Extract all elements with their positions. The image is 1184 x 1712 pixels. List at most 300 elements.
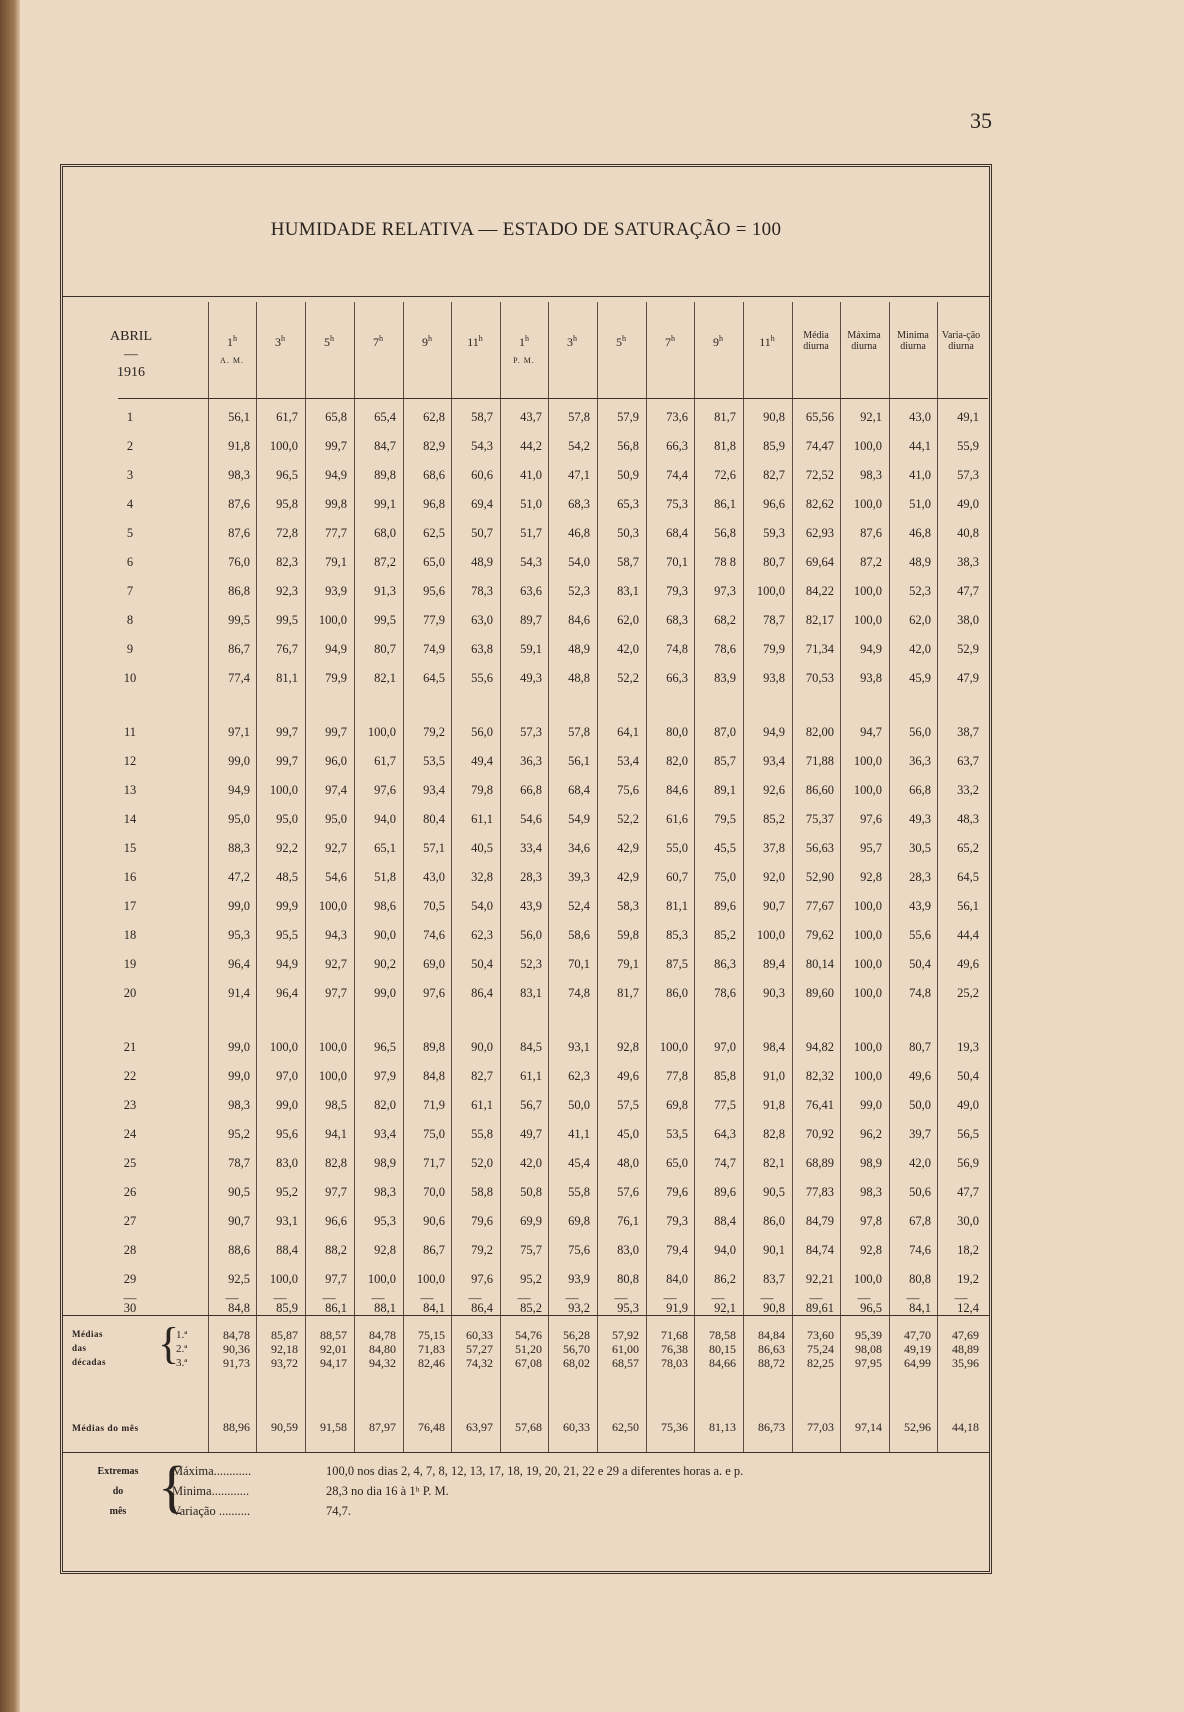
table-cell: 47,7 xyxy=(957,584,979,598)
table-cell: 97,4 xyxy=(325,783,347,797)
table-cell: 94,7 xyxy=(860,725,882,739)
table-cell: 30,5 xyxy=(909,841,931,855)
table-cell: 100,0 xyxy=(853,783,882,797)
table-cell: 98,6 xyxy=(374,899,396,913)
table-cell: 100,0 xyxy=(367,725,396,739)
extreme-name: Máxima............ xyxy=(172,1464,252,1478)
table-cell: 89,8 xyxy=(423,1040,445,1054)
table-cell: 98,3 xyxy=(860,1185,882,1199)
table-cell: 55,8 xyxy=(471,1127,493,1141)
day-label: 3 xyxy=(126,468,134,482)
table-cell: 50,9 xyxy=(617,468,639,482)
table-cell: 93,8 xyxy=(860,671,882,685)
decade-mean-cell: 75,24 xyxy=(807,1342,834,1356)
day-label: 25 xyxy=(123,1156,137,1170)
table-cell: 49,3 xyxy=(520,671,542,685)
column-header: 5$^h$ xyxy=(324,334,334,349)
extreme-name: Minima............ xyxy=(172,1484,250,1498)
table-cell: 84,0 xyxy=(666,1272,688,1286)
page-number: 35 xyxy=(970,108,992,133)
table-cell: 87,2 xyxy=(860,555,882,569)
decade-mean-cell: 64,99 xyxy=(904,1356,931,1370)
table-cell: 33,2 xyxy=(957,783,979,797)
table-cell: 86,4 xyxy=(471,986,493,1000)
day-label: 29 xyxy=(123,1272,137,1286)
month-mean-cell: 81,13 xyxy=(709,1420,736,1434)
table-cell: 25,2 xyxy=(957,986,979,1000)
table-cell: 74,8 xyxy=(666,642,688,656)
table-cell: 100,0 xyxy=(853,584,882,598)
table-cell: 93,2 xyxy=(568,1301,590,1315)
table-cell: 99,5 xyxy=(228,613,250,627)
table-cell: 92,1 xyxy=(860,410,882,424)
table-cell: 56,8 xyxy=(617,439,639,453)
dash-mark: — xyxy=(273,1290,287,1305)
dash-mark: — xyxy=(711,1290,725,1305)
table-cell: 45,0 xyxy=(617,1127,639,1141)
table-cell: 94,9 xyxy=(860,642,882,656)
means-rule xyxy=(62,1315,990,1316)
table-cell: 90,5 xyxy=(228,1185,250,1199)
table-cell: 56,1 xyxy=(228,410,250,424)
month-mean-cell: 60,33 xyxy=(563,1420,590,1434)
table-cell: 90,3 xyxy=(763,986,785,1000)
dash-mark: — xyxy=(420,1290,434,1305)
extreme-value: 28,3 no dia 16 à 1ʰ P. M. xyxy=(326,1484,449,1498)
table-cell: 58,8 xyxy=(471,1185,493,1199)
table-cell: 40,8 xyxy=(957,526,979,540)
table-cell: 64,5 xyxy=(957,870,979,884)
table-cell: 91,4 xyxy=(228,986,250,1000)
table-cell: 96,4 xyxy=(228,957,250,971)
table-cell: 84,74 xyxy=(805,1243,834,1257)
table-cell: 43,9 xyxy=(520,899,542,913)
table-cell: 80,14 xyxy=(805,957,834,971)
table-cell: 88,1 xyxy=(374,1301,396,1315)
table-cell: 80,8 xyxy=(617,1272,639,1286)
table-cell: 56,8 xyxy=(714,526,736,540)
dash-mark: — xyxy=(123,1290,137,1305)
table-cell: 81,1 xyxy=(666,899,688,913)
table-cell: 69,8 xyxy=(666,1098,688,1112)
table-cell: 68,89 xyxy=(805,1156,834,1170)
decade-mean-cell: 84,78 xyxy=(223,1328,250,1342)
table-cell: 86,60 xyxy=(805,783,834,797)
table-cell: 82,8 xyxy=(763,1127,785,1141)
table-cell: 93,1 xyxy=(276,1214,298,1228)
table-cell: 100,0 xyxy=(853,928,882,942)
table-cell: 95,5 xyxy=(276,928,298,942)
table-cell: 97,6 xyxy=(471,1272,493,1286)
table-cell: 47,7 xyxy=(957,1185,979,1199)
table-cell: 79,2 xyxy=(471,1243,493,1257)
month-mean-cell: 76,48 xyxy=(418,1420,445,1434)
table-cell: 100,0 xyxy=(367,1272,396,1286)
table-cell: 88,6 xyxy=(228,1243,250,1257)
table-cell: 61,7 xyxy=(276,410,298,424)
table-cell: 86,7 xyxy=(423,1243,445,1257)
table-cell: 84,79 xyxy=(805,1214,834,1228)
decade-mean-cell: 57,92 xyxy=(612,1328,639,1342)
decade-mean-cell: 84,84 xyxy=(758,1328,785,1342)
table-cell: 19,2 xyxy=(957,1272,979,1286)
table-cell: 65,0 xyxy=(666,1156,688,1170)
table-cell: 100,0 xyxy=(853,613,882,627)
table-cell: 92,8 xyxy=(617,1040,639,1054)
table-cell: 91,3 xyxy=(374,584,396,598)
table-cell: 80,7 xyxy=(763,555,785,569)
table-cell: 65,3 xyxy=(617,497,639,511)
table-cell: 81,7 xyxy=(714,410,736,424)
decade-mean-cell: 35,96 xyxy=(952,1356,979,1370)
table-cell: 76,7 xyxy=(276,642,298,656)
table-cell: 64,1 xyxy=(617,725,639,739)
table-cell: 49,6 xyxy=(909,1069,931,1083)
table-cell: 86,0 xyxy=(666,986,688,1000)
table-cell: 48,9 xyxy=(909,555,931,569)
table-cell: 85,2 xyxy=(520,1301,542,1315)
table-cell: 42,0 xyxy=(909,1156,931,1170)
table-cell: 100,0 xyxy=(269,1040,298,1054)
table-cell: 93,4 xyxy=(763,754,785,768)
table-cell: 83,9 xyxy=(714,671,736,685)
table-cell: 94,9 xyxy=(276,957,298,971)
table-cell: 28,3 xyxy=(909,870,931,884)
day-label: 27 xyxy=(123,1214,137,1228)
table-cell: 90,1 xyxy=(763,1243,785,1257)
table-cell: 74,8 xyxy=(909,986,931,1000)
table-cell: 49,6 xyxy=(617,1069,639,1083)
decade-mean-cell: 74,32 xyxy=(466,1356,493,1370)
table-cell: 98,3 xyxy=(374,1185,396,1199)
table-cell: 80,4 xyxy=(423,812,445,826)
decade-mean-cell: 56,28 xyxy=(563,1328,590,1342)
table-cell: 42,0 xyxy=(909,642,931,656)
day-label: 9 xyxy=(126,642,134,656)
day-label: 16 xyxy=(123,870,137,884)
decade-brace: { xyxy=(158,1319,180,1368)
table-cell: 95,0 xyxy=(276,812,298,826)
table-cell: 99,5 xyxy=(374,613,396,627)
table-cell: 56,0 xyxy=(471,725,493,739)
table-cell: 99,0 xyxy=(860,1098,882,1112)
table-cell: 79,2 xyxy=(423,725,445,739)
table-cell: 75,3 xyxy=(666,497,688,511)
table-cell: 97,6 xyxy=(860,812,882,826)
table-cell: 90,8 xyxy=(763,1301,785,1315)
table-cell: 82,1 xyxy=(763,1156,785,1170)
table-cell: 91,8 xyxy=(763,1098,785,1112)
column-header: 11$^h$ xyxy=(759,334,775,349)
table-cell: 80,0 xyxy=(666,725,688,739)
table-cell: 61,7 xyxy=(374,754,396,768)
month-mean-cell: 91,58 xyxy=(320,1420,347,1434)
table-cell: 76,0 xyxy=(228,555,250,569)
table-cell: 52,2 xyxy=(617,671,639,685)
table-cell: 82,9 xyxy=(423,439,445,453)
month-mean-cell: 44,18 xyxy=(952,1420,979,1434)
table-cell: 88,3 xyxy=(228,841,250,855)
table-cell: 84,8 xyxy=(423,1069,445,1083)
table-cell: 99,0 xyxy=(374,986,396,1000)
table-cell: 89,6 xyxy=(714,899,736,913)
table-cell: 96,2 xyxy=(860,1127,882,1141)
table-cell: 54,2 xyxy=(568,439,590,453)
table-cell: 95,3 xyxy=(228,928,250,942)
table-cell: 69,8 xyxy=(568,1214,590,1228)
column-header: Máxima diurna xyxy=(847,330,881,352)
table-cell: 97,0 xyxy=(276,1069,298,1083)
table-cell: 51,7 xyxy=(520,526,542,540)
table-cell: 89,8 xyxy=(374,468,396,482)
table-cell: 63,8 xyxy=(471,642,493,656)
decade-mean-cell: 98,08 xyxy=(855,1342,882,1356)
table-cell: 94,0 xyxy=(374,812,396,826)
table-cell: 72,8 xyxy=(276,526,298,540)
table-cell: 82,62 xyxy=(805,497,834,511)
table-cell: 86,2 xyxy=(714,1272,736,1286)
table-cell: 51,8 xyxy=(374,870,396,884)
table-cell: 43,9 xyxy=(909,899,931,913)
table-cell: 86,7 xyxy=(228,642,250,656)
column-header: Varia-ção diurna xyxy=(941,330,981,352)
extremes-label: do xyxy=(112,1486,124,1497)
table-cell: 85,7 xyxy=(714,754,736,768)
table-cell: 97,6 xyxy=(423,986,445,1000)
table-cell: 99,9 xyxy=(276,899,298,913)
table-cell: 95,7 xyxy=(860,841,882,855)
table-cell: 78 8 xyxy=(714,555,736,569)
table-cell: 57,8 xyxy=(568,410,590,424)
decade-mean-cell: 48,89 xyxy=(952,1342,979,1356)
table-cell: 54,6 xyxy=(520,812,542,826)
table-cell: 52,90 xyxy=(805,870,834,884)
table-cell: 38,0 xyxy=(957,613,979,627)
table-cell: 48,9 xyxy=(471,555,493,569)
decade-mean-cell: 88,72 xyxy=(758,1356,785,1370)
table-cell: 70,1 xyxy=(568,957,590,971)
table-cell: 61,6 xyxy=(666,812,688,826)
table-cell: 55,9 xyxy=(957,439,979,453)
table-cell: 66,8 xyxy=(520,783,542,797)
decade-mean-cell: 85,87 xyxy=(271,1328,298,1342)
month-mean-cell: 57,68 xyxy=(515,1420,542,1434)
table-cell: 92,0 xyxy=(763,870,785,884)
table-cell: 87,5 xyxy=(666,957,688,971)
day-label: 30 xyxy=(123,1301,137,1315)
table-cell: 99,1 xyxy=(374,497,396,511)
table-cell: 68,0 xyxy=(374,526,396,540)
table-cell: 70,5 xyxy=(423,899,445,913)
table-cell: 92,7 xyxy=(325,957,347,971)
table-cell: 62,5 xyxy=(423,526,445,540)
dash-mark: — xyxy=(906,1290,920,1305)
table-cell: 97,3 xyxy=(714,584,736,598)
table-cell: 41,0 xyxy=(909,468,931,482)
table-cell: 85,2 xyxy=(714,928,736,942)
table-cell: 79,9 xyxy=(325,671,347,685)
table-cell: 38,3 xyxy=(957,555,979,569)
table-cell: 100,0 xyxy=(853,497,882,511)
column-header: 7$^h$ xyxy=(665,334,675,349)
table-cell: 94,9 xyxy=(325,642,347,656)
decade-mean-cell: 82,46 xyxy=(418,1356,445,1370)
table-cell: 100,0 xyxy=(269,1272,298,1286)
table-cell: 62,8 xyxy=(423,410,445,424)
table-cell: 64,3 xyxy=(714,1127,736,1141)
table-cell: 83,1 xyxy=(617,584,639,598)
table-cell: 86,1 xyxy=(325,1301,347,1315)
dash-mark: — xyxy=(371,1290,385,1305)
table-cell: 36,3 xyxy=(520,754,542,768)
decade-mean-cell: 47,69 xyxy=(952,1328,979,1342)
table-cell: 70,53 xyxy=(805,671,834,685)
decade-mean-cell: 94,17 xyxy=(320,1356,347,1370)
table-cell: 89,60 xyxy=(805,986,834,1000)
table-cell: 79,4 xyxy=(666,1243,688,1257)
table-cell: 86,0 xyxy=(763,1214,785,1228)
table-cell: 92,8 xyxy=(860,1243,882,1257)
table-cell: 79,1 xyxy=(617,957,639,971)
table-cell: 87,6 xyxy=(228,497,250,511)
table-cell: 97,8 xyxy=(860,1214,882,1228)
day-label: 10 xyxy=(123,671,137,685)
decade-mean-cell: 86,63 xyxy=(758,1342,785,1356)
table-cell: 90,0 xyxy=(471,1040,493,1054)
table-cell: 53,5 xyxy=(666,1127,688,1141)
decade-mean-cell: 78,03 xyxy=(661,1356,688,1370)
table-cell: 49,4 xyxy=(471,754,493,768)
table-cell: 50,8 xyxy=(520,1185,542,1199)
table-cell: 82,17 xyxy=(805,613,834,627)
table-cell: 74,47 xyxy=(805,439,834,453)
table-cell: 91,8 xyxy=(228,439,250,453)
table-cell: 39,7 xyxy=(909,1127,931,1141)
extremes-label: mês xyxy=(109,1506,127,1517)
table-cell: 99,0 xyxy=(228,1040,250,1054)
table-cell: 84,1 xyxy=(909,1301,931,1315)
table-cell: 48,5 xyxy=(276,870,298,884)
table-cell: 57,1 xyxy=(423,841,445,855)
table-cell: 92,3 xyxy=(276,584,298,598)
table-cell: 48,9 xyxy=(568,642,590,656)
day-label: 23 xyxy=(123,1098,137,1112)
table-cell: 84,7 xyxy=(374,439,396,453)
table-cell: 41,1 xyxy=(568,1127,590,1141)
table-cell: 75,37 xyxy=(805,812,834,826)
table-cell: 97,6 xyxy=(374,783,396,797)
table-cell: 87,2 xyxy=(374,555,396,569)
table-cell: 65,2 xyxy=(957,841,979,855)
day-label: 12 xyxy=(123,754,137,768)
day-label: 21 xyxy=(123,1040,137,1054)
table-cell: 78,7 xyxy=(763,613,785,627)
table-cell: 81,8 xyxy=(714,439,736,453)
table-cell: 68,4 xyxy=(666,526,688,540)
table-cell: 63,0 xyxy=(471,613,493,627)
table-cell: 94,9 xyxy=(325,468,347,482)
table-cell: 48,8 xyxy=(568,671,590,685)
table-cell: 93,4 xyxy=(374,1127,396,1141)
table-cell: 79,62 xyxy=(805,928,834,942)
decade-means-label: Médias xyxy=(72,1329,103,1339)
table-cell: 38,7 xyxy=(957,725,979,739)
table-title: HUMIDADE RELATIVA — ESTADO DE SATURAÇÃO = 100 xyxy=(270,219,782,240)
table-cell: 94,0 xyxy=(714,1243,736,1257)
table-cell: 74,8 xyxy=(568,986,590,1000)
decade-mean-cell: 84,80 xyxy=(369,1342,396,1356)
table-cell: 53,5 xyxy=(423,754,445,768)
extreme-name: Variação .......... xyxy=(172,1504,251,1518)
table-cell: 96,5 xyxy=(860,1301,882,1315)
decade-mean-cell: 49,19 xyxy=(904,1342,931,1356)
table-cell: 50,4 xyxy=(909,957,931,971)
table-cell: 18,2 xyxy=(957,1243,979,1257)
table-cell: 52,9 xyxy=(957,642,979,656)
table-cell: 99,7 xyxy=(276,754,298,768)
table-cell: 57,5 xyxy=(617,1098,639,1112)
table-cell: 47,1 xyxy=(568,468,590,482)
table-cell: 70,1 xyxy=(666,555,688,569)
table-cell: 88,4 xyxy=(714,1214,736,1228)
extreme-value: 74,7. xyxy=(326,1504,351,1518)
dash-mark: — xyxy=(954,1290,968,1305)
decade-means-label: décadas xyxy=(72,1357,107,1367)
table-cell: 67,8 xyxy=(909,1214,931,1228)
table-cell: 43,0 xyxy=(423,870,445,884)
decade-mean-cell: 90,36 xyxy=(223,1342,250,1356)
table-cell: 47,9 xyxy=(957,671,979,685)
table-cell: 52,3 xyxy=(568,584,590,598)
dash-mark: — xyxy=(809,1290,823,1305)
table-cell: 92,1 xyxy=(714,1301,736,1315)
table-cell: 96,5 xyxy=(276,468,298,482)
table-cell: 56,1 xyxy=(957,899,979,913)
table-cell: 88,4 xyxy=(276,1243,298,1257)
table-cell: 78,3 xyxy=(471,584,493,598)
table-cell: 84,8 xyxy=(228,1301,250,1315)
table-cell: 46,8 xyxy=(909,526,931,540)
table-cell: 85,2 xyxy=(763,812,785,826)
table-cell: 56,5 xyxy=(957,1127,979,1141)
table-cell: 56,7 xyxy=(520,1098,542,1112)
month-mean-cell: 90,59 xyxy=(271,1420,298,1434)
decade-mean-cell: 60,33 xyxy=(466,1328,493,1342)
table-cell: 65,4 xyxy=(374,410,396,424)
table-cell: 89,6 xyxy=(714,1185,736,1199)
table-cell: 96,5 xyxy=(374,1040,396,1054)
table-cell: 75,0 xyxy=(423,1127,445,1141)
month-mean-cell: 75,36 xyxy=(661,1420,688,1434)
table-cell: 56,63 xyxy=(805,841,834,855)
table-cell: 84,22 xyxy=(805,584,834,598)
table-cell: 64,5 xyxy=(423,671,445,685)
table-cell: 72,52 xyxy=(805,468,834,482)
decade-mean-cell: 51,20 xyxy=(515,1342,542,1356)
table-cell: 60,6 xyxy=(471,468,493,482)
table-cell: 80,7 xyxy=(374,642,396,656)
table-cell: 93,1 xyxy=(568,1040,590,1054)
table-cell: 95,3 xyxy=(374,1214,396,1228)
month-year-header xyxy=(66,328,196,382)
table-cell: 92,2 xyxy=(276,841,298,855)
table-cell: 100,0 xyxy=(269,783,298,797)
table-cell: 74,6 xyxy=(423,928,445,942)
table-cell: 50,0 xyxy=(568,1098,590,1112)
table-cell: 100,0 xyxy=(853,1069,882,1083)
table-cell: 79,6 xyxy=(666,1185,688,1199)
decade-mean-cell: 94,32 xyxy=(369,1356,396,1370)
